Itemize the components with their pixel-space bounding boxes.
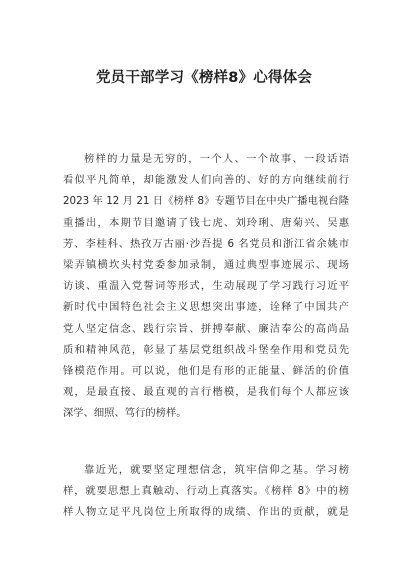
paragraph-1 xyxy=(63,149,349,424)
paragraph-line: 样，就要思想上真触动、行动上真落实。《榜样 8》中的榜 xyxy=(63,485,349,498)
paragraph-line: 芳、李桂科、热孜万古丽·沙吾提 6 名党员和浙江省余姚市 xyxy=(63,237,349,250)
paragraph-line: 看似平凡简单，却能激发人们向善的、好的方向继续前行 xyxy=(63,174,349,187)
paragraph-line: 榜样的力量是无穷的，一个人、一个故事、一段话语 xyxy=(84,153,349,165)
paragraph-line: 观，是最直接、最直观的言行楷模，是我们每个人都应该 xyxy=(63,386,349,399)
paragraph-line: 访谈、重温入党誓词等形式，生动展现了学习践行习近平 xyxy=(63,280,349,293)
paragraph-line: 靠近光，就要坚定理想信念，筑牢信仰之基。学习榜 xyxy=(84,464,349,476)
paragraph-line: 梁弄镇横坎头村党委参加录制，通过典型事迹展示、现场 xyxy=(63,258,349,271)
paragraph-line: 党人坚定信念、践行宗旨、拼搏奉献、廉洁奉公的高尚品 xyxy=(63,322,349,335)
paragraph-line: 深学、细照、笃行的榜样。 xyxy=(63,407,187,420)
document-title: 党员干部学习《榜样8》心得体会 xyxy=(95,70,313,86)
paragraph-line: 重播出，本期节目邀请了钱七虎、刘玲琍、唐菊兴、吴惠 xyxy=(63,216,349,229)
paragraph-line: 新时代中国特色社会主义思想突出事迹，诠释了中国共产 xyxy=(63,301,349,314)
paragraph-2 xyxy=(63,460,349,524)
paragraph-line: 样人物立足平凡岗位上所取得的成绩、作出的贡献，就是 xyxy=(63,506,349,519)
paragraph-line: 2023 年 12 月 21 日《榜样 8》专题节目在中央广播电视台隆 xyxy=(63,195,349,208)
paragraph-line: 锋模范作用。可以说，他们是有形的正能量、鲜活的价值 xyxy=(63,364,349,377)
paragraph-line: 质和精神风范，彰显了基层党组织战斗堡垒作用和党员先 xyxy=(63,343,349,356)
